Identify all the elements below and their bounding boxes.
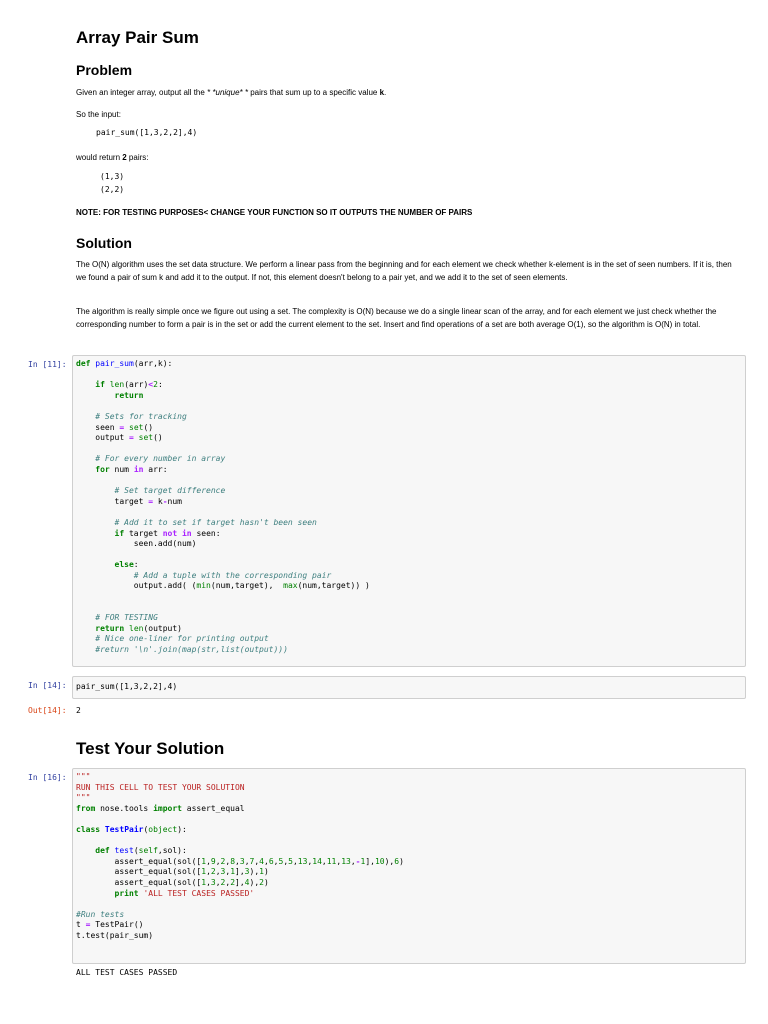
code-test: """ RUN THIS CELL TO TEST YOUR SOLUTION """ from nose.tools import assert_equal class TestPair(object): def test(self,sol): assert_equal(sol([1,9,2,8,3,7,4,6,5,5,13,14,11,13,-1],10),6) assert_equal(sol([1,2,3,1],3),1) assert_equal(sol([1,3,2,2],4),2) print 'ALL TEST CASES PASSED' #Run tests t = TestPair() t.test(pair_sum) — [76, 772, 404, 940]
out-14-value: 2 — [76, 706, 81, 715]
code-cell-pair-sum[interactable] — [72, 355, 746, 667]
cell-2-prompt: In [14]: — [28, 681, 67, 690]
cell-3-output: ALL TEST CASES PASSED — [76, 968, 178, 977]
example-pairs: (1,3) (2,2) — [100, 172, 125, 194]
code-cell-call[interactable] — [72, 676, 746, 699]
would-return-text: would return 2 pairs: — [76, 153, 149, 162]
solution-paragraph-2: The algorithm is really simple once we figure out using a set. The complexity is O(N) because we do a single linear scan of the array, and for each element we just check whether the corresponding number to form a pair is in the set or add the current element to the set. Insert and find operations of a set are both average O(1), so the algorithm is O(N) in total. — [76, 307, 717, 329]
page-title: Array Pair Sum — [76, 28, 199, 47]
out-14-prompt: Out[14]: — [28, 706, 67, 715]
cell-1-prompt: In [11]: — [28, 360, 67, 369]
solution-heading: Solution — [76, 235, 132, 251]
testing-note: NOTE: FOR TESTING PURPOSES< CHANGE YOUR FUNCTION SO IT OUTPUTS THE NUMBER OF PAIRS — [76, 208, 473, 217]
code-pair-sum: def pair_sum(arr,k): if len(arr)<2: return # Sets for tracking seen = set() output = set() # For every number in array for num in arr: # Set target difference target = k-num # Add it to set if target hasn't been seen if target not in seen: seen.add(num) else: # Add a tuple with the corresponding pair output.add( (min(num,target), max(num,target)) ) # FOR TESTING return len(output) # Nice one-liner for printing output #return '\n'.join(map(str,list(output))) — [76, 359, 370, 655]
cell-3-prompt: In [16]: — [28, 773, 67, 782]
problem-heading: Problem — [76, 62, 133, 78]
test-heading: Test Your Solution — [76, 739, 225, 758]
example-call: pair_sum([1,3,2,2],4) — [96, 128, 198, 137]
code-call: pair_sum([1,3,2,2],4) — [76, 682, 178, 691]
solution-paragraph-1: The O(N) algorithm uses the set data structure. We perform a linear pass from the beginning and for each element we check whether k-element is in the set of seen numbers. If it is, then we found a pair of sum k and add it to the output. If not, this element doesn't belong to a pair yet, and we add it to the set of seen elements. — [76, 260, 732, 282]
code-cell-test[interactable] — [72, 768, 746, 964]
problem-intro: Given an integer array, output all the * *unique* * pairs that sum up to a specific value k. — [76, 88, 387, 97]
so-input-text: So the input: — [76, 110, 121, 119]
